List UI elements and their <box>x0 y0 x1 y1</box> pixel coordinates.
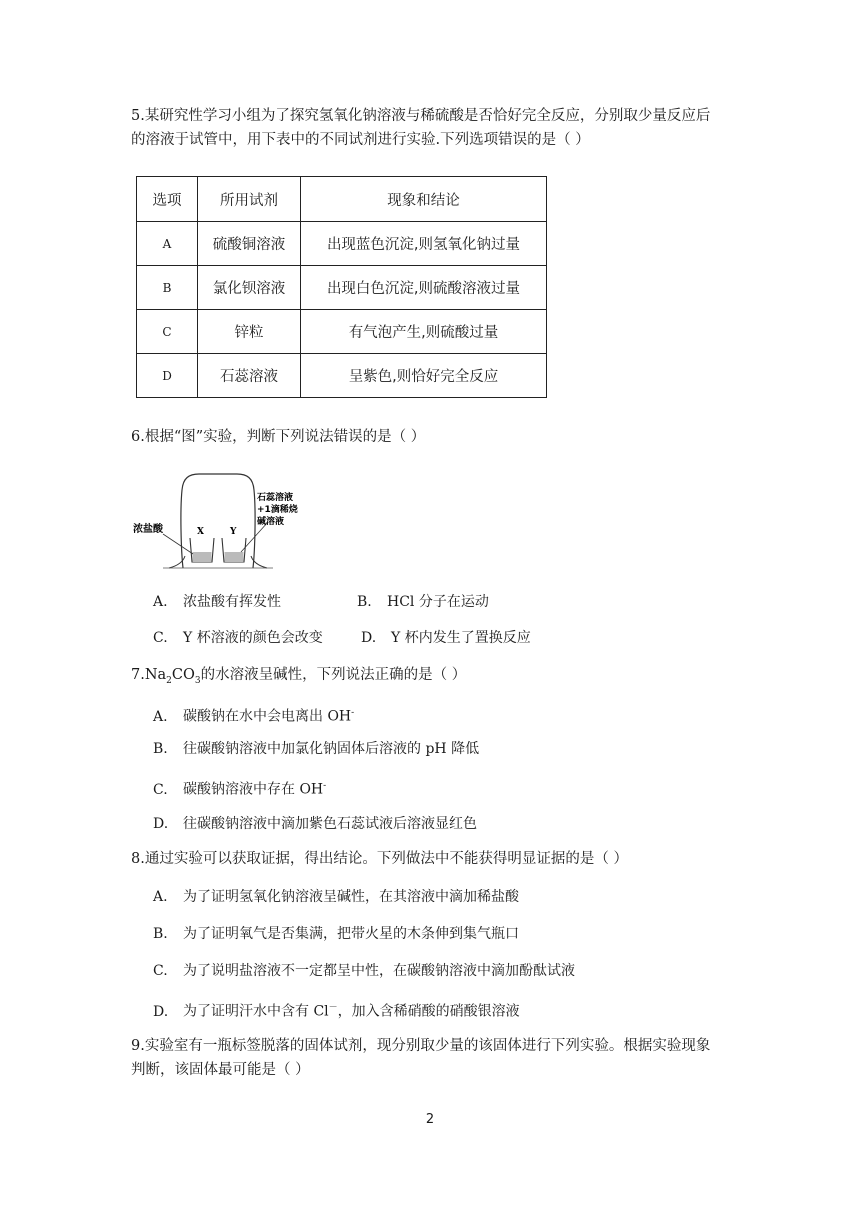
option-text: 为了证明汗水中含有 Cl <box>183 1003 329 1020</box>
q7-stem-mid: CO <box>171 667 195 683</box>
option-text: Y 杯内发生了置换反应 <box>391 630 531 646</box>
q8-option-d <box>153 998 520 1022</box>
table-cell-reagent: 锌粒 <box>198 310 301 354</box>
table-row <box>137 354 547 398</box>
option-text: 为了证明氢氧化钠溶液呈碱性，在其溶液中滴加稀盐酸 <box>183 889 519 905</box>
option-key: C. <box>153 781 168 798</box>
option-sup: － <box>328 1003 338 1013</box>
option-key: C. <box>153 963 168 979</box>
table-cell-option: A <box>137 222 198 266</box>
q7-option-c <box>153 776 326 800</box>
q7-sub-3: 3 <box>194 675 201 686</box>
option-key: B. <box>153 741 168 757</box>
q6-option-c <box>153 628 323 648</box>
q6-apparatus-figure <box>133 470 323 575</box>
q9-stem-line-1: 9.实验室有一瓶标签脱落的固体试剂，现分别取少量的该固体进行下列实验。根据实验现象 <box>131 1038 711 1054</box>
label-litmus: 石蕊溶液 <box>257 493 294 503</box>
q5-stem-line-2: 的溶液于试管中，用下表中的不同试剂进行实验.下列选项错误的是（ ） <box>131 132 590 148</box>
option-key: D. <box>153 1003 169 1020</box>
label-cup-y: Y <box>230 527 237 537</box>
bell-jar <box>181 474 255 568</box>
option-text: 往碳酸钠溶液中加氯化钠固体后溶液的 pH 降低 <box>183 741 480 757</box>
q6-option-b <box>357 592 489 612</box>
q6-option-d <box>361 628 531 648</box>
option-text: Y 杯溶液的颜色会改变 <box>183 630 323 646</box>
q8-option-c <box>153 961 575 981</box>
q8-option-b <box>153 924 519 944</box>
table-row <box>137 222 547 266</box>
q8-option-a <box>153 887 519 907</box>
q5-table <box>136 176 547 398</box>
option-text: HCl 分子在运动 <box>387 594 489 610</box>
q7-option-b <box>153 739 479 759</box>
option-key: A. <box>153 594 168 610</box>
table-cell-reagent: 氯化钡溶液 <box>198 266 301 310</box>
beaker-x-liquid <box>193 552 212 562</box>
option-key: B. <box>357 594 372 610</box>
q7-sub-2: 2 <box>166 675 172 686</box>
q7-option-d <box>153 814 477 834</box>
option-key: C. <box>153 630 168 646</box>
label-cup-x: X <box>197 527 204 537</box>
option-text-tail: ，加入含稀硝酸的硝酸银溶液 <box>337 1003 520 1020</box>
option-key: A. <box>153 889 168 905</box>
option-text: 往碳酸钠溶液中滴加紫色石蕊试液后溶液显红色 <box>183 816 477 832</box>
q5-stem-line-1: 5.某研究性学习小组为了探究氢氧化钠溶液与稀硫酸是否恰好完全反应，分别取少量反应后 <box>131 108 711 124</box>
table-row <box>137 310 547 354</box>
table-cell-result: 出现蓝色沉淀,则氢氧化钠过量 <box>301 222 547 266</box>
page-number: 2 <box>425 1112 435 1127</box>
label-base-solution: 碱溶液 <box>257 517 285 527</box>
option-text: 浓盐酸有挥发性 <box>183 594 281 610</box>
q8-stem: 8.通过实验可以获取证据，得出结论。下列做法中不能获得明显证据的是（ ） <box>131 851 628 867</box>
q7-stem-prefix: 7.Na <box>131 667 167 683</box>
q9-stem-line-2: 判断，该固体最可能是（ ） <box>131 1062 310 1078</box>
label-drop: +1滴稀烧 <box>257 505 298 515</box>
beaker-y-liquid <box>225 552 244 562</box>
table-header-row <box>137 177 547 222</box>
option-text: 为了证明氧气是否集满，把带火星的木条伸到集气瓶口 <box>183 926 519 942</box>
q6-option-a <box>153 592 281 612</box>
table-header-result: 现象和结论 <box>301 177 547 222</box>
table-cell-reagent: 硫酸铜溶液 <box>198 222 301 266</box>
option-key: D. <box>361 630 377 646</box>
table-cell-option: D <box>137 354 198 398</box>
table-cell-result: 出现白色沉淀,则硫酸溶液过量 <box>301 266 547 310</box>
table-cell-result: 呈紫色,则恰好完全反应 <box>301 354 547 398</box>
q7-stem <box>131 665 466 691</box>
table-cell-option: C <box>137 310 198 354</box>
label-conc-hcl: 浓盐酸 <box>133 524 163 535</box>
option-key: B. <box>153 926 168 942</box>
table-header-reagent: 所用试剂 <box>198 177 301 222</box>
q7-stem-suffix: 的水溶液呈碱性，下列说法正确的是（ ） <box>200 667 467 683</box>
option-key: D. <box>153 816 169 832</box>
option-sup: - <box>323 781 327 791</box>
option-text: 为了说明盐溶液不一定都呈中性，在碳酸钠溶液中滴加酚酞试液 <box>183 963 575 979</box>
table-cell-reagent: 石蕊溶液 <box>198 354 301 398</box>
table-header-option: 选项 <box>137 177 198 222</box>
option-text: 碳酸钠在水中会电离出 OH <box>183 708 352 725</box>
q6-stem: 6.根据“图”实验，判断下列说法错误的是（ ） <box>131 429 426 445</box>
table-row <box>137 266 547 310</box>
table-cell-option: B <box>137 266 198 310</box>
option-key: A. <box>153 708 168 725</box>
option-sup: - <box>351 708 355 718</box>
q7-option-a <box>153 703 354 727</box>
pointer-left <box>163 534 193 554</box>
option-text: 碳酸钠溶液中存在 OH <box>183 781 324 798</box>
table-cell-result: 有气泡产生,则硫酸过量 <box>301 310 547 354</box>
